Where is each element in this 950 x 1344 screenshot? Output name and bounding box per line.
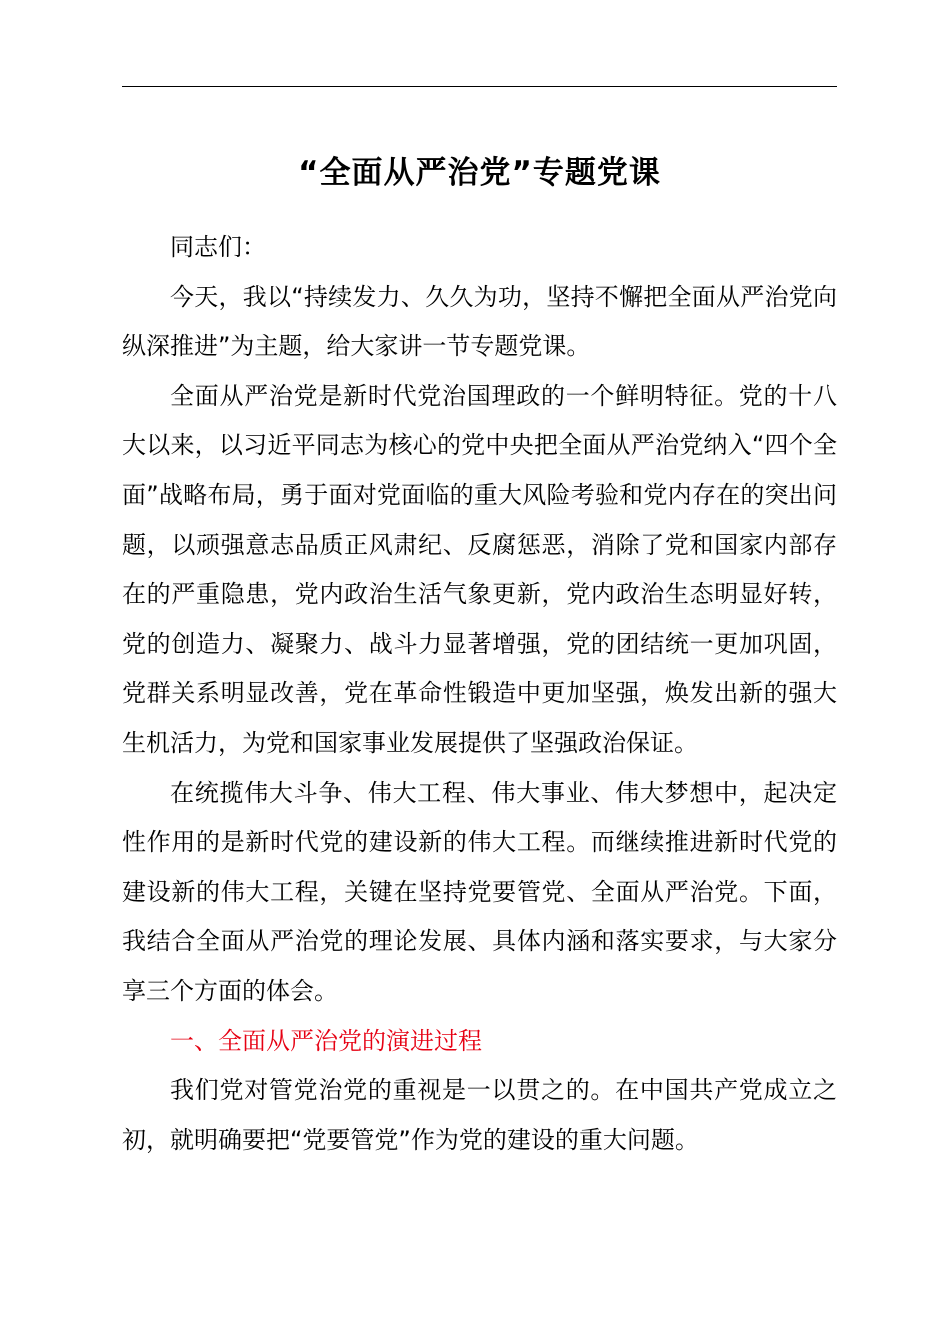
document-title: “全面从严治党”专题党课 xyxy=(298,155,661,191)
paragraph-overview: 全面从严治党是新时代党治国理政的一个鲜明特征。党的十八大以来，以习近平同志为核心的党中央把全面从严治党纳入“四个全面”战略布局，勇于面对党面临的重大风险考验和党内存在的突出问题，以顽强意志品质正风肃纪、反腐惩恶，消除了党和国家内部存在的严重隐患，党内政治生活气象更新，党内政治生态明显好转，党的创造力、凝聚力、战斗力显著增强，党的团结统一更加巩固，党群关系明显改善，党在革命性锻造中更加坚强，焕发出新的强大生机活力，为党和国家事业发展提供了坚强政治保证。 xyxy=(122,381,837,757)
paragraph-intro: 今天，我以“持续发力、久久为功，坚持不懈把全面从严治党向纵深推进”为主题，给大家讲一节专题党课。 xyxy=(122,282,837,361)
paragraph-section-1: 我们党对管党治党的重视是一以贯之的。在中国共产党成立之初，就明确要把“党要管党”作为党的建设的重大问题。 xyxy=(122,1076,837,1154)
paragraph-context: 在统揽伟大斗争、伟大工程、伟大事业、伟大梦想中，起决定性作用的是新时代党的建设新的伟大工程。而继续推进新时代党的建设新的伟大工程，关键在坚持党要管党、全面从严治党。下面，我结合全面从严治党的理论发展、具体内涵和落实要求，与大家分享三个方面的体会。 xyxy=(122,778,837,1005)
header-rule xyxy=(122,86,837,87)
salutation: 同志们： xyxy=(170,233,266,261)
section-heading: 一、全面从严治党的演进过程 xyxy=(170,1026,482,1055)
document-body xyxy=(122,223,837,1165)
